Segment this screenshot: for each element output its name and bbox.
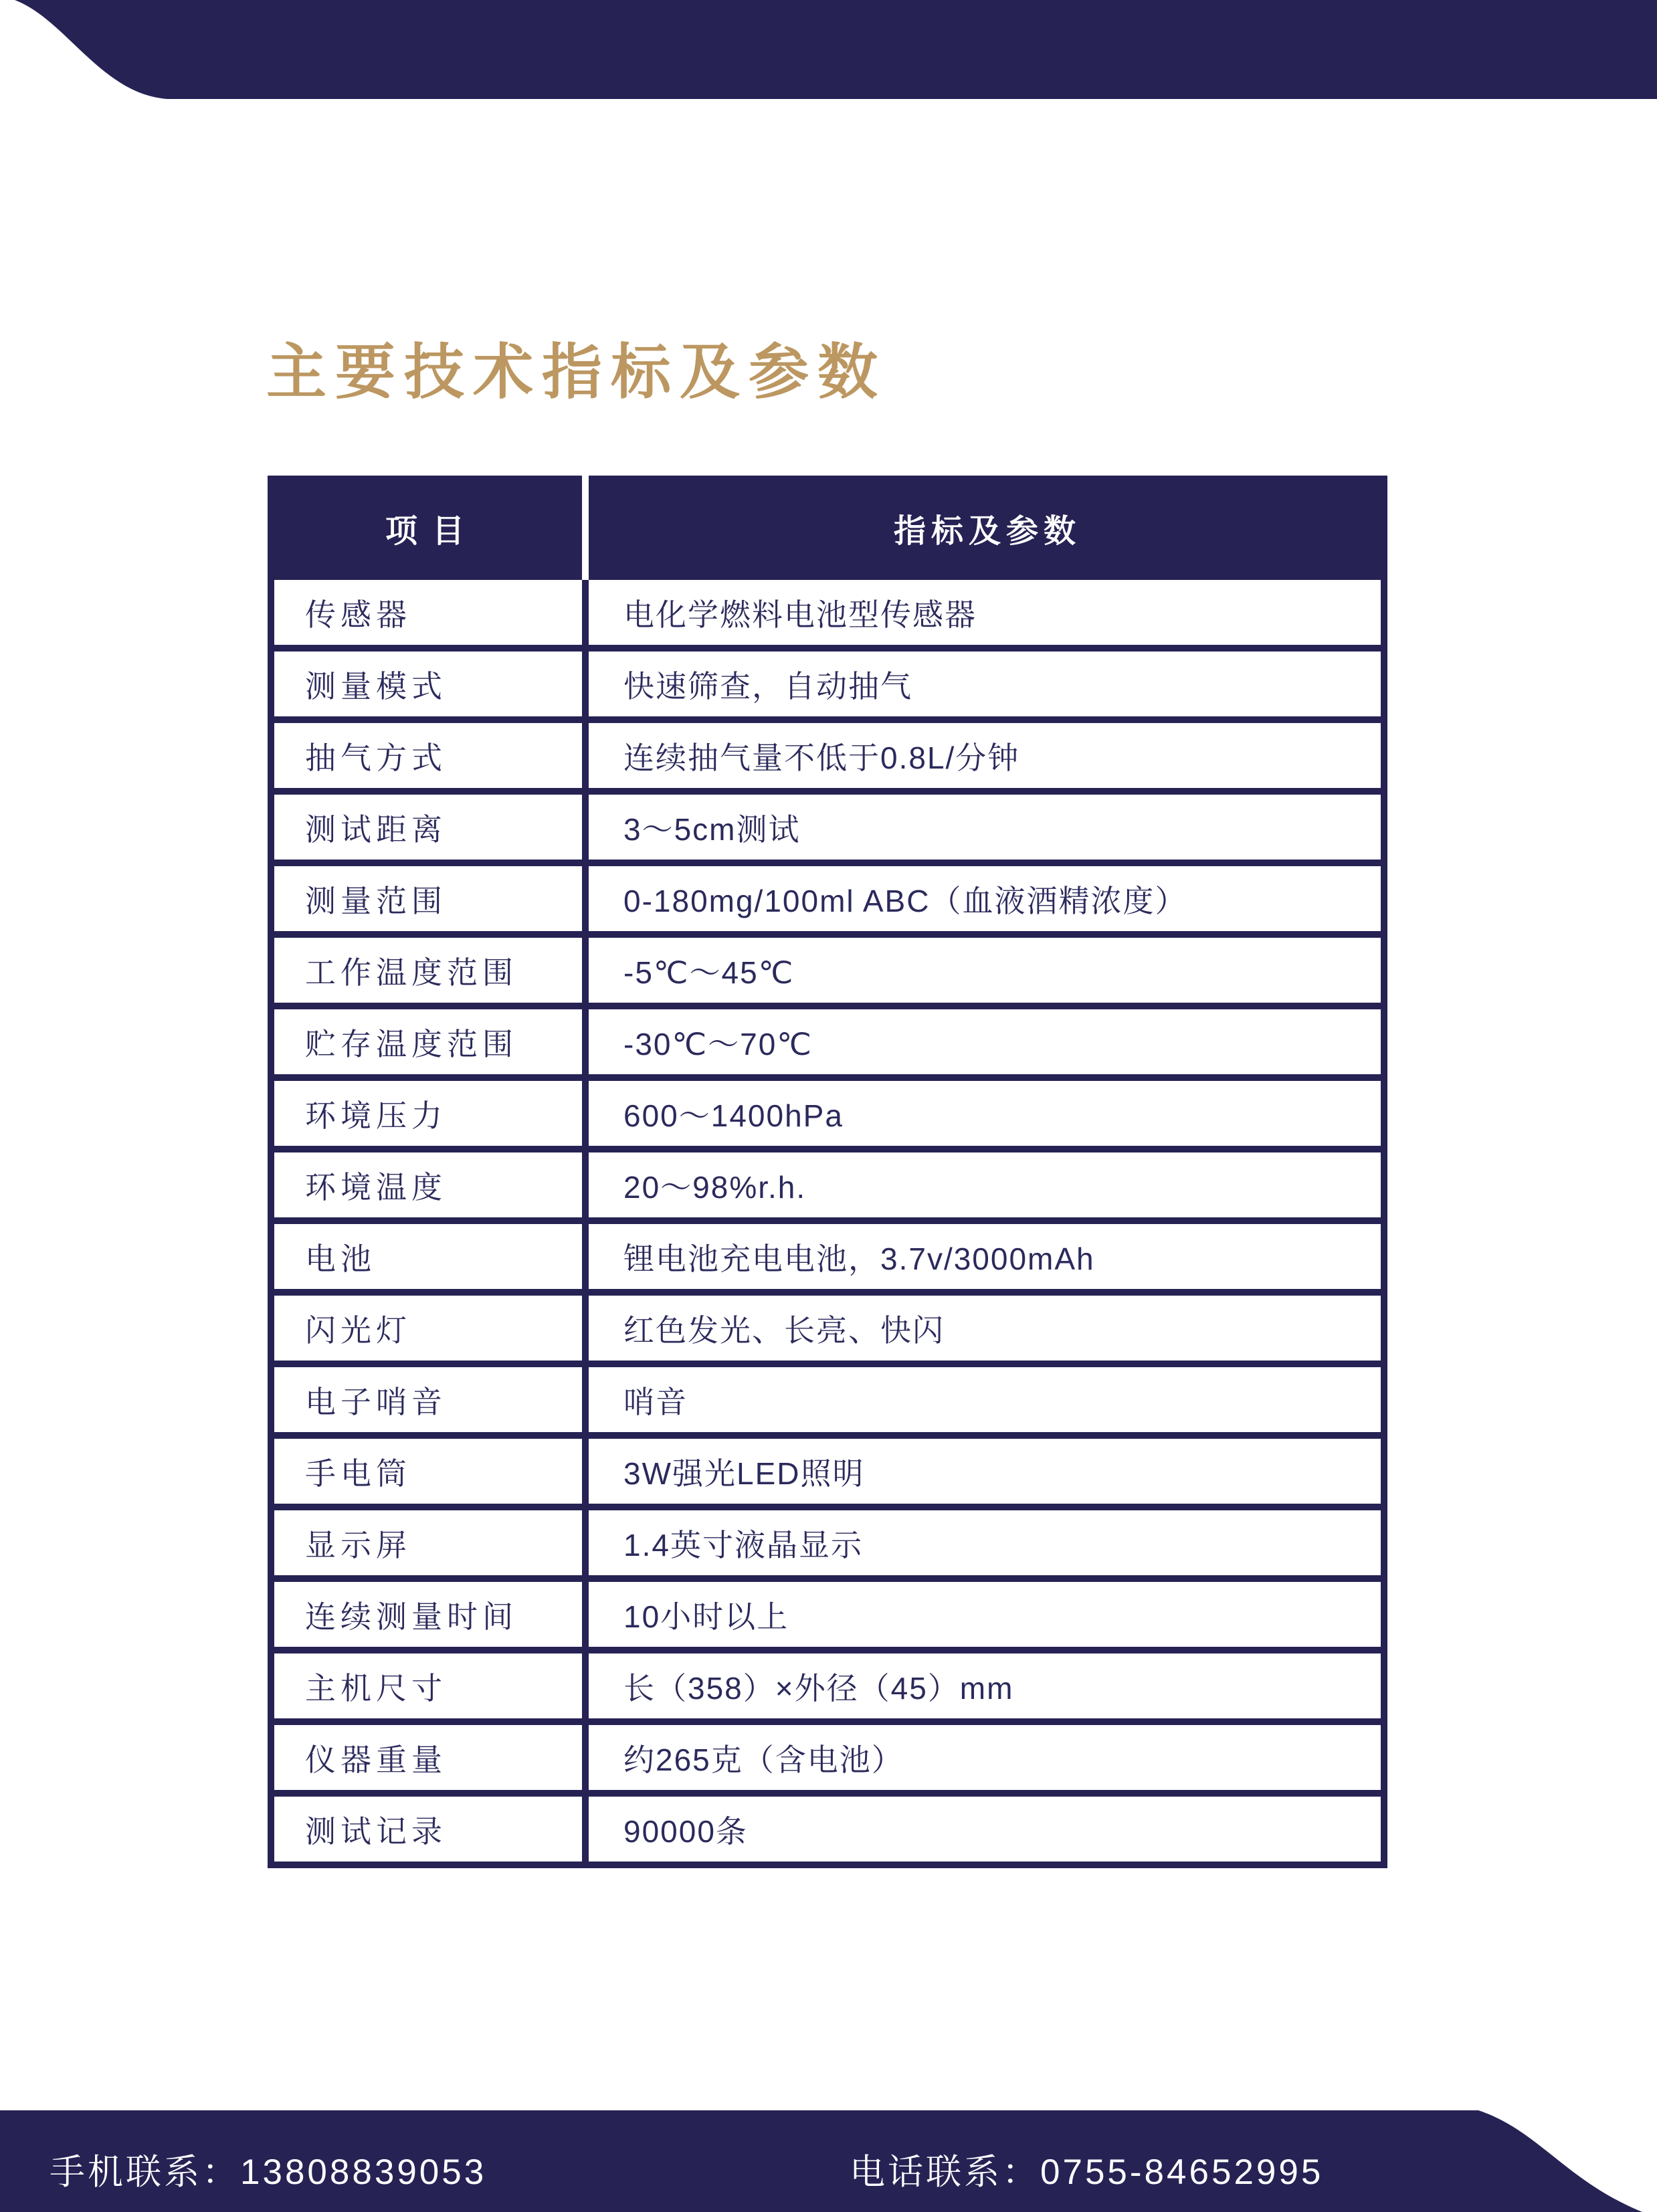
row-value-cell: [589, 1653, 1381, 1718]
row-item-label: 工作温度范围: [305, 954, 518, 990]
row-item-cell: [274, 1081, 582, 1146]
row-value-text: 快速筛查，自动抽气: [623, 668, 912, 704]
row-value-cell: [589, 1797, 1381, 1862]
row-item-cell: [274, 1367, 582, 1432]
row-item-cell: [274, 938, 582, 1003]
row-value-text: -5℃～45℃: [623, 954, 795, 990]
row-item-label: 抽气方式: [305, 740, 447, 775]
row-value-cell: [589, 1296, 1381, 1361]
row-value-cell: [589, 938, 1381, 1003]
row-item-cell: [274, 1152, 582, 1217]
row-value-text: 锂电池充电电池，3.7v/3000mAh: [623, 1241, 1095, 1276]
table-row: [274, 651, 1381, 716]
row-item-cell: [274, 1797, 582, 1862]
row-value-text: 3W强光LED照明: [623, 1455, 865, 1491]
table-row: [274, 866, 1381, 931]
row-value-cell: [589, 1510, 1381, 1575]
table-row: [274, 1152, 1381, 1217]
phone-contact-number: 0755-84652995: [1040, 2152, 1324, 2192]
row-item-cell: [274, 1653, 582, 1718]
row-item-cell: [274, 866, 582, 931]
row-value-cell: [589, 1725, 1381, 1790]
row-item-label: 传感器: [305, 597, 411, 632]
table-row: [274, 1081, 1381, 1146]
row-item-label: 贮存温度范围: [305, 1026, 518, 1062]
table-row: [274, 1367, 1381, 1432]
table-row: [274, 580, 1381, 645]
header-column-divider: [582, 476, 589, 580]
mobile-contact: [50, 2144, 486, 2195]
row-item-label: 电子哨音: [305, 1384, 447, 1419]
footer-band: [0, 2110, 1657, 2212]
row-value-text: 连续抽气量不低于0.8L/分钟: [623, 740, 1020, 775]
table-row: [274, 1725, 1381, 1790]
row-value-cell: [589, 866, 1381, 931]
row-value-text: 90000条: [623, 1813, 748, 1849]
mobile-contact-number: 13808839053: [240, 2152, 487, 2192]
row-item-label: 电池: [305, 1241, 376, 1276]
row-value-text: 哨音: [623, 1384, 688, 1419]
row-value-text: -30℃～70℃: [623, 1026, 813, 1062]
table-row: [274, 1653, 1381, 1718]
row-item-label: 环境压力: [305, 1098, 447, 1133]
table-body: [274, 580, 1381, 1862]
row-value-text: 3～5cm测试: [623, 811, 801, 847]
table-row: [274, 1439, 1381, 1504]
table-header-row: [268, 476, 1387, 580]
table-row: [274, 938, 1381, 1003]
row-value-cell: [589, 1367, 1381, 1432]
row-item-cell: [274, 795, 582, 860]
phone-contact-label: 电话联系：: [850, 2152, 1040, 2192]
table-row: [274, 1582, 1381, 1647]
row-value-text: 600～1400hPa: [623, 1098, 844, 1133]
row-value-text: 红色发光、长亮、快闪: [623, 1312, 945, 1348]
row-item-label: 测量模式: [305, 668, 447, 704]
row-value-text: 20～98%r.h.: [623, 1169, 807, 1205]
row-value-cell: [589, 580, 1381, 645]
row-item-label: 测试记录: [305, 1813, 447, 1849]
row-item-cell: [274, 1725, 582, 1790]
table-row: [274, 1224, 1381, 1289]
row-item-label: 连续测量时间: [305, 1599, 518, 1634]
header-band: [0, 0, 1657, 99]
row-item-cell: [274, 723, 582, 788]
row-item-cell: [274, 651, 582, 716]
table-row: [274, 1797, 1381, 1862]
row-item-label: 测量范围: [305, 883, 447, 918]
row-value-cell: [589, 1224, 1381, 1289]
spec-table: [268, 476, 1387, 1868]
row-value-text: 1.4英寸液晶显示: [623, 1527, 863, 1563]
row-value-text: 长（358）×外径（45）mm: [623, 1670, 1014, 1706]
row-item-label: 手电筒: [305, 1455, 411, 1491]
table-row: [274, 1510, 1381, 1575]
row-value-text: 电化学燃料电池型传感器: [623, 597, 977, 632]
row-value-text: 10小时以上: [623, 1599, 789, 1634]
row-value-text: 约265克（含电池）: [623, 1742, 904, 1777]
row-item-label: 仪器重量: [305, 1742, 447, 1777]
row-value-cell: [589, 1582, 1381, 1647]
row-value-cell: [589, 1081, 1381, 1146]
row-value-cell: [589, 795, 1381, 860]
table-row: [274, 795, 1381, 860]
row-value-cell: [589, 651, 1381, 716]
mobile-contact-label: 手机联系：: [50, 2152, 240, 2192]
row-item-cell: [274, 1510, 582, 1575]
table-header-item: 项目: [385, 513, 479, 549]
table-header-value: 指标及参数: [893, 513, 1081, 549]
row-item-label: 测试距离: [305, 811, 447, 847]
page-title: 主要技术指标及参数: [266, 339, 886, 406]
table-row: [274, 1296, 1381, 1361]
row-item-cell: [274, 1009, 582, 1074]
row-item-cell: [274, 1296, 582, 1361]
row-item-label: 主机尺寸: [305, 1670, 447, 1706]
row-item-label: 显示屏: [305, 1527, 411, 1563]
phone-contact: [850, 2144, 1323, 2195]
row-item-cell: [274, 1582, 582, 1647]
row-item-cell: [274, 1439, 582, 1504]
row-value-cell: [589, 1152, 1381, 1217]
row-item-cell: [274, 1224, 582, 1289]
row-item-label: 闪光灯: [305, 1312, 411, 1348]
row-value-cell: [589, 723, 1381, 788]
table-row: [274, 723, 1381, 788]
row-item-cell: [274, 580, 582, 645]
row-value-cell: [589, 1009, 1381, 1074]
row-value-cell: [589, 1439, 1381, 1504]
row-value-text: 0-180mg/100ml ABC（血液酒精浓度）: [623, 883, 1187, 918]
row-item-label: 环境温度: [305, 1169, 447, 1205]
table-row: [274, 1009, 1381, 1074]
